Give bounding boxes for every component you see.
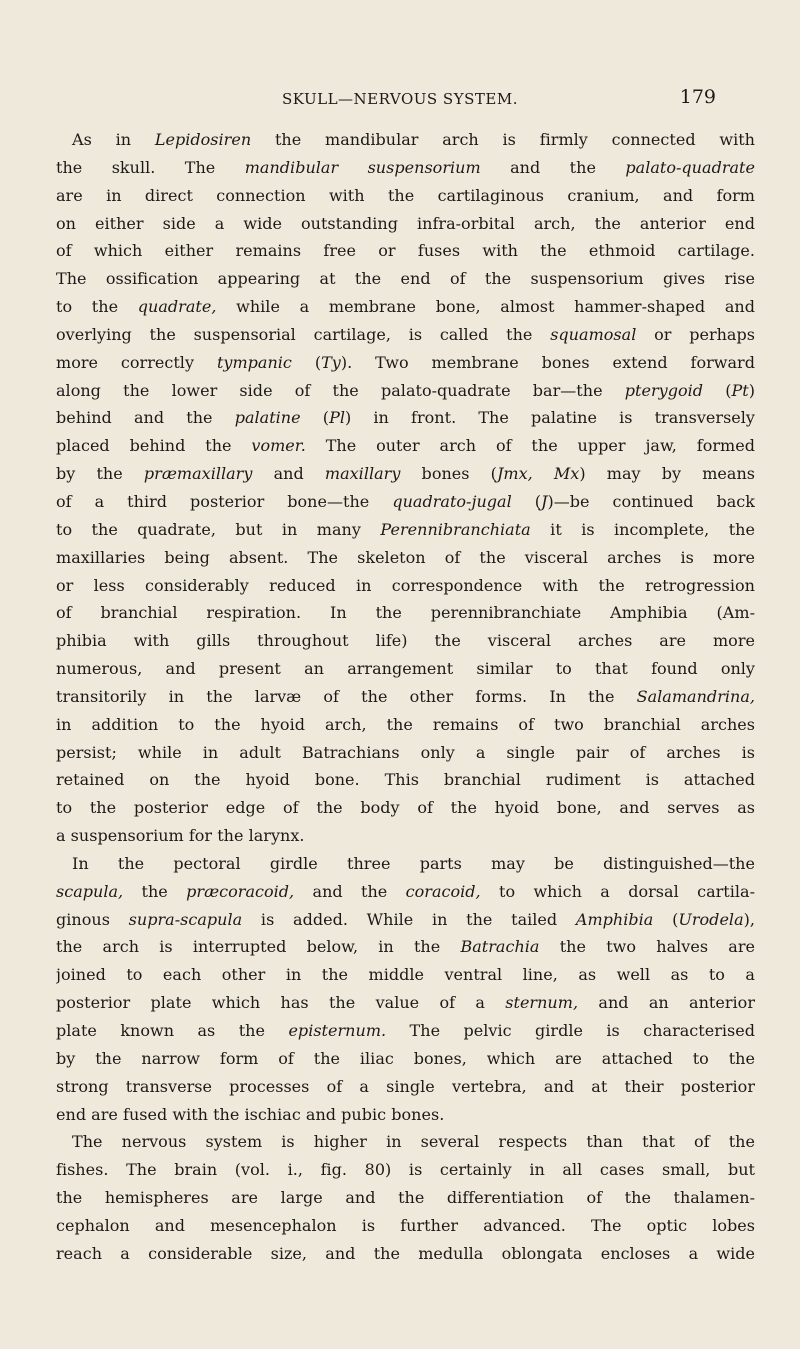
text-run: to the posterior edge of the body of the hyoid bone, and serves as — [56, 798, 755, 818]
text-line — [56, 544, 755, 572]
italic-term: Pl — [329, 408, 345, 428]
text-line — [56, 961, 755, 989]
text-run: the hemispheres are large and the differentiation of the thalamen- — [56, 1188, 755, 1208]
text-run: In the pectoral girdle three parts may be distinguished—the — [72, 853, 755, 873]
text-line — [56, 182, 755, 210]
running-head: SKULL—NERVOUS SYSTEM. — [282, 90, 518, 108]
text-run: by the narrow form of the iliac bones, which are attached to the — [56, 1048, 755, 1068]
text-run: it is incomplete, the — [530, 519, 755, 539]
italic-term: palato-quadrate — [625, 157, 755, 177]
text-run: in addition to the hyoid arch, the remains of two branchial arches — [56, 714, 755, 734]
text-run: transitorily in the larvæ of the other forms. In the — [56, 686, 637, 706]
italic-term: præcoracoid, — [186, 881, 295, 901]
text-run: of branchial respiration. In the perennibranchiate Amphibia (Am- — [56, 603, 755, 623]
italic-term: quadrato-jugal — [392, 491, 512, 511]
body-text — [56, 126, 755, 1268]
text-run: more correctly — [56, 352, 217, 372]
italic-term: squamosal — [550, 324, 637, 344]
text-line — [56, 237, 755, 265]
text-line — [56, 1184, 755, 1212]
text-run: As in — [72, 130, 155, 149]
text-run: ( — [291, 352, 322, 372]
text-run: end are fused with the ischiac and pubic bones. — [56, 1104, 445, 1124]
italic-term: episternum. — [288, 1021, 387, 1040]
text-line — [56, 989, 755, 1017]
text-line — [56, 377, 755, 405]
text-run: on either side a wide outstanding infra-orbital arch, the anterior end — [56, 213, 755, 233]
text-line — [56, 210, 755, 238]
page-number: 179 — [679, 86, 716, 108]
text-run: or less considerably reduced in correspondence with the retrogression — [56, 575, 755, 595]
text-run: ) may by means — [579, 464, 755, 484]
italic-term: supra-scapula — [128, 909, 243, 929]
text-line — [56, 293, 755, 321]
italic-term: coracoid, — [405, 881, 481, 901]
text-run: ( — [703, 380, 732, 400]
text-line — [56, 1212, 755, 1240]
text-run: reach a considerable size, and the medulla oblongata encloses a wide — [56, 1243, 755, 1263]
text-line — [56, 572, 755, 600]
text-run: is added. While in the tailed — [242, 909, 576, 929]
text-line — [56, 599, 755, 627]
italic-term: Perennibranchiata — [380, 519, 531, 539]
text-line — [56, 1045, 755, 1073]
text-run: retained on the hyoid bone. This branchial rudiment is attached — [56, 770, 755, 790]
text-run: the arch is interrupted below, in the — [56, 937, 461, 957]
text-run: ( — [511, 491, 542, 511]
italic-term: pterygoid — [624, 380, 704, 400]
text-line — [56, 850, 755, 878]
text-run: are in direct connection with the cartilaginous cranium, and form — [56, 185, 755, 205]
text-line — [56, 488, 755, 516]
text-run: cephalon and mesencephalon is further advanced. The optic lobes — [56, 1215, 755, 1235]
text-run: to the quadrate, but in many — [56, 519, 381, 539]
italic-term: maxillary — [324, 464, 401, 484]
italic-term: palatine — [234, 408, 301, 428]
text-run: maxillaries being absent. The skeleton of the visceral arches is more — [56, 547, 755, 567]
text-run: the mandibular arch is firmly connected with — [251, 130, 755, 149]
text-run: by the — [56, 464, 144, 484]
text-line — [56, 906, 755, 934]
text-run: behind and the — [56, 408, 235, 428]
italic-term: sternum, — [505, 993, 579, 1013]
italic-term: tympanic — [216, 352, 292, 372]
italic-term: quadrate, — [137, 297, 217, 317]
italic-term: præmaxillary — [143, 464, 253, 484]
text-run: The ossification appearing at the end of the suspensorium gives rise — [56, 269, 755, 289]
text-line — [56, 460, 755, 488]
page-header — [0, 82, 800, 116]
text-line — [56, 878, 755, 906]
text-run: numerous, and present an arrangement similar to that found only — [56, 659, 755, 679]
text-run: and the — [480, 157, 626, 177]
text-run: The nervous system is higher in several respects than that of the — [72, 1132, 755, 1152]
text-run: the — [123, 881, 187, 901]
text-run: and the — [294, 881, 406, 901]
text-line — [56, 739, 755, 767]
italic-term: Jmx, Mx — [496, 464, 580, 484]
italic-term: J — [541, 491, 548, 511]
text-run: ) in front. The palatine is transversely — [345, 408, 755, 428]
text-run: The pelvic girdle is characterised — [386, 1021, 755, 1040]
text-line — [56, 516, 755, 544]
text-run: The outer arch of the upper jaw, formed — [305, 436, 755, 456]
text-run: and an anterior — [578, 993, 755, 1013]
text-run: while a membrane bone, almost hammer-shaped and — [216, 297, 755, 317]
text-line — [56, 711, 755, 739]
text-run: to the — [56, 297, 138, 317]
italic-term: Salamandrina, — [636, 686, 755, 706]
italic-term: Batrachia — [460, 937, 540, 957]
text-run: of which either remains free or fuses with the ethmoid cartilage. — [56, 241, 755, 261]
text-run: plate known as the — [56, 1021, 289, 1040]
text-run: to which a dorsal cartila- — [480, 881, 755, 901]
text-run: ) — [748, 380, 755, 400]
text-run: ), — [743, 909, 755, 929]
text-run: bones ( — [400, 464, 497, 484]
text-line — [56, 1156, 755, 1184]
text-line — [56, 1017, 755, 1045]
italic-term: Pt — [731, 380, 749, 400]
text-line — [56, 432, 755, 460]
text-run: strong transverse processes of a single vertebra, and at their posterior — [56, 1076, 755, 1096]
text-run: phibia with gills throughout life) the visceral arches are more — [56, 631, 755, 651]
text-line — [56, 683, 755, 711]
text-run: of a third posterior bone—the — [56, 491, 393, 511]
text-run: persist; while in adult Batrachians only a single pair of arches is — [56, 742, 755, 762]
text-run: joined to each other in the middle ventral line, as well as to a — [56, 965, 755, 985]
text-run: )—be continued back — [547, 491, 755, 511]
text-run: a suspensorium for the larynx. — [56, 826, 305, 846]
text-run: along the lower side of the palato-quadrate bar—the — [56, 380, 625, 400]
text-line — [56, 1073, 755, 1101]
text-line — [56, 933, 755, 961]
italic-term: scapula, — [56, 881, 124, 901]
text-line — [56, 126, 755, 154]
text-line — [56, 321, 755, 349]
text-run: the skull. The — [56, 157, 245, 177]
text-run: overlying the suspensorial cartilage, is called the — [56, 324, 551, 344]
text-line — [56, 265, 755, 293]
text-line — [56, 404, 755, 432]
italic-term: Amphibia — [575, 909, 654, 929]
text-line — [56, 349, 755, 377]
text-line — [56, 627, 755, 655]
text-line — [56, 822, 755, 850]
text-run: the two halves are — [539, 937, 755, 957]
text-run: posterior plate which has the value of a — [56, 993, 506, 1013]
italic-term: Lepidosiren — [154, 130, 252, 149]
text-run: and — [252, 464, 325, 484]
italic-term: Ty — [321, 352, 341, 372]
text-run: fishes. The brain (vol. i., fig. 80) is certainly in all cases small, but — [56, 1160, 755, 1180]
text-run: placed behind the — [56, 436, 252, 456]
italic-term: Urodela — [678, 909, 744, 929]
text-line — [56, 1240, 755, 1268]
text-run: or perhaps — [636, 324, 755, 344]
text-line — [56, 154, 755, 182]
text-run: ). Two membrane bones extend forward — [340, 352, 755, 372]
text-line — [56, 655, 755, 683]
text-run: ginous — [56, 909, 129, 929]
italic-term: vomer. — [251, 436, 306, 456]
text-run: ( — [300, 408, 330, 428]
text-line — [56, 1101, 755, 1129]
italic-term: mandibular suspensorium — [244, 157, 481, 177]
text-run: ( — [653, 909, 679, 929]
text-line — [56, 794, 755, 822]
text-line — [56, 766, 755, 794]
text-line — [56, 1128, 755, 1156]
